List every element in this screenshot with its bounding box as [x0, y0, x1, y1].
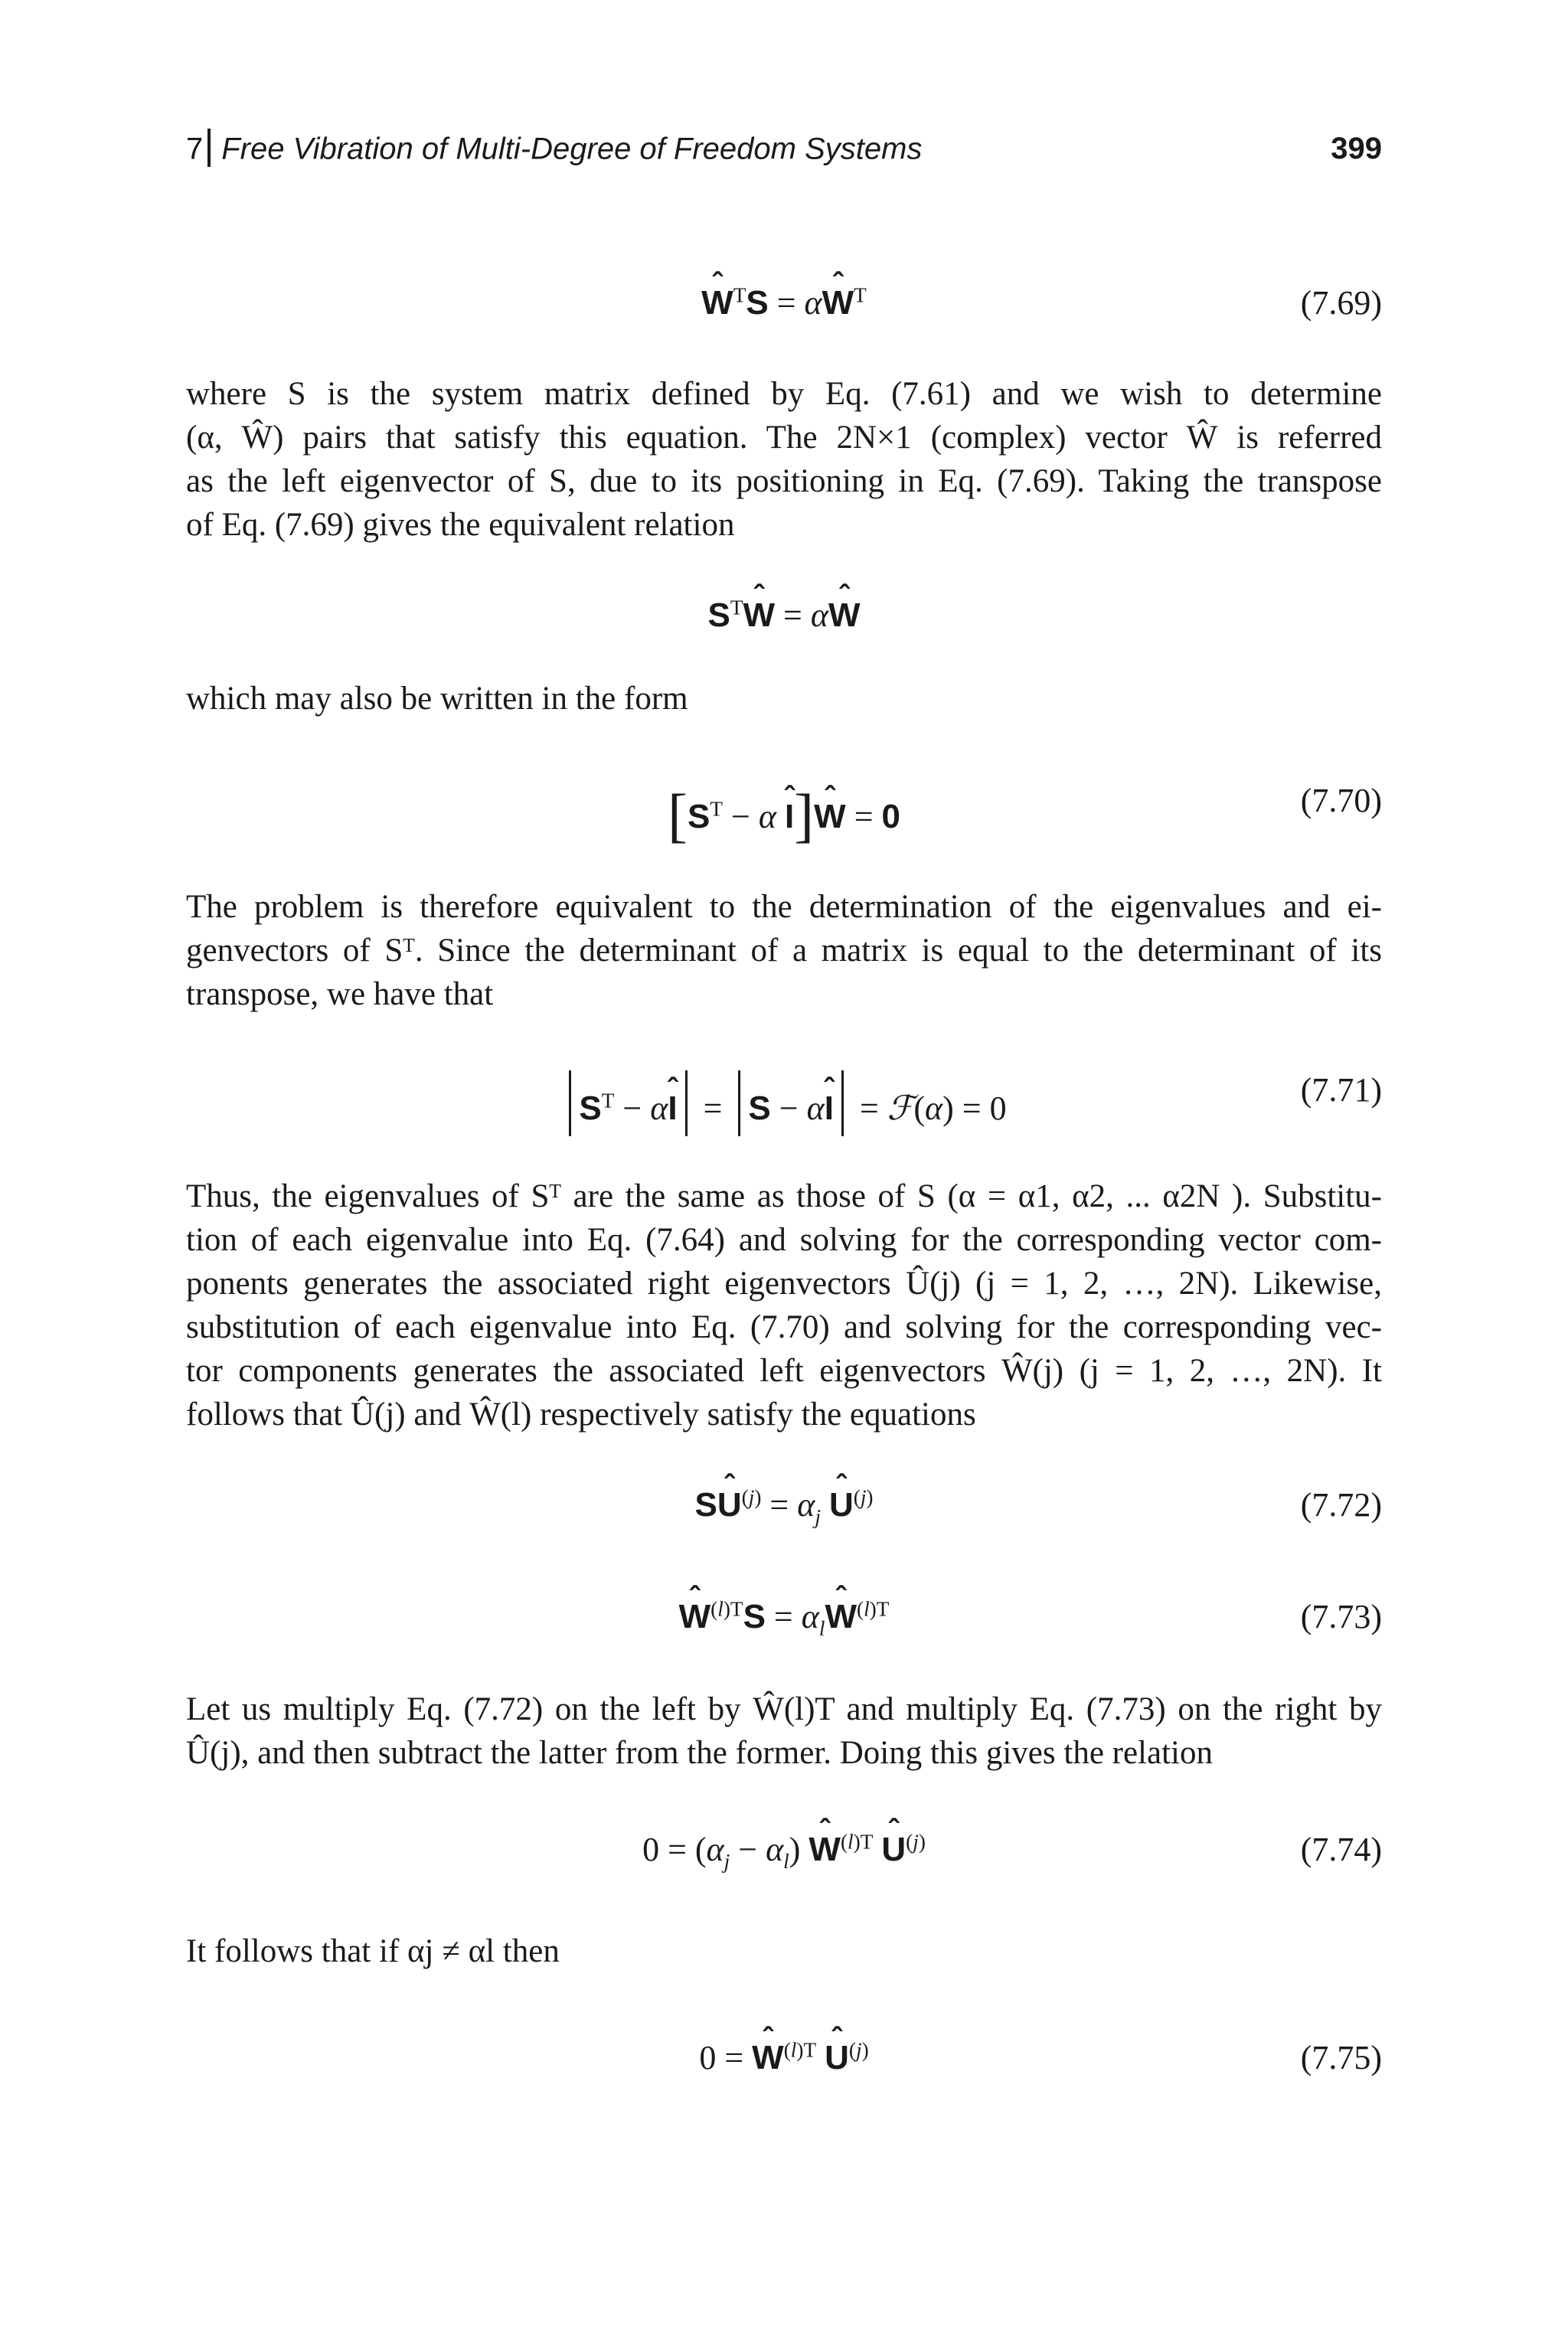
text-line: which may also be written in the form	[186, 681, 688, 717]
text-line: ponents generates the associated right eigenvectors Û(j) (j = 1, 2, …, 2N). Likewise,	[186, 1266, 1382, 1302]
text-line: of Eq. (7.69) gives the equivalent relation	[186, 507, 735, 543]
paragraph-3	[186, 885, 1382, 1016]
equation-number: (7.73)	[1300, 1598, 1382, 1635]
text-line: transpose, we have that	[186, 976, 494, 1012]
text-line: It follows that if αj ≠ αl then	[186, 1933, 560, 1969]
text-line: tion of each eigenvalue into Eq. (7.64) and solving for the corresponding vector com-	[186, 1222, 1382, 1258]
equation-number: (7.72)	[1300, 1486, 1382, 1524]
equation-number: (7.71)	[1300, 1071, 1382, 1109]
equation-number: (7.70)	[1300, 782, 1382, 819]
equation-7-74	[186, 1830, 1382, 1891]
equation-body: 0 = ˆ $W^{(l)T}$ ˆ $U^{(j)}$	[186, 2038, 1382, 2077]
text-line: where S is the system matrix defined by Eq. (7.61) and we wish to determine	[186, 376, 1382, 412]
chapter-title: Free Vibration of Multi-Degree of Freedom Systems	[221, 132, 923, 166]
equation-7-69	[186, 283, 1382, 345]
chapter-heading	[186, 132, 922, 170]
paragraph-2	[186, 677, 1382, 720]
paragraph-4	[186, 1175, 1382, 1436]
equation-body: $0 = (\alpha_j - \alpha_l)$ ˆ $W^{(l)T}$ ˆ $U^{(j)}$	[186, 1830, 1382, 1874]
paragraph-5	[186, 1687, 1382, 1775]
equation-7-75	[186, 2038, 1382, 2099]
paragraph-1	[186, 372, 1382, 547]
paragraph-6	[186, 1929, 1382, 1973]
equation-number: (7.75)	[1300, 2039, 1382, 2076]
equation-body: [$S^T - \alpha$ ˆ I]ˆ W = 0	[186, 781, 1382, 850]
text-line: Thus, the eigenvalues of Sᵀ are the same as those of S (α = α1, α2, ... α2N ). Substitu-	[186, 1178, 1382, 1214]
equation-7-71	[186, 1070, 1382, 1132]
text-line: (α, Ŵ) pairs that satisfy this equation. The 2N×1 (complex) vector Ŵ is referred	[186, 420, 1382, 456]
text-line: follows that Û(j) and Ŵ(l) respectively satisfy the equations	[186, 1397, 976, 1433]
equation-body: $S^T$ − αˆ I = S − αˆ I = ℱ(α) = 0	[186, 1070, 1382, 1136]
equation-body: ˆ $W^{(l)T}S$ = $\alpha_lˆ$ $W^{(l)T}$	[186, 1597, 1382, 1641]
header-divider	[207, 129, 211, 167]
equation-body: $S^Tˆ$ W = αˆ W	[186, 596, 1382, 635]
text-line: Û(j), and then subtract the latter from the former. Doing this gives the relation	[186, 1735, 1213, 1771]
text-line: as the left eigenvector of S, due to its positioning in Eq. (7.69). Taking the transpose	[186, 463, 1382, 499]
equation-7-70	[186, 781, 1382, 848]
text-line: The problem is therefore equivalent to the determination of the eigenvalues and ei-	[186, 889, 1382, 925]
equation-body: ˆ $W^TS$ = αˆ $W^T$	[186, 283, 1382, 322]
equation-7-73	[186, 1597, 1382, 1658]
running-header	[186, 132, 1382, 178]
equation-transposed	[186, 596, 1382, 657]
equation-body: Sˆ $U^{(j)} = \alpha_j$ ˆ $U^{(j)}$	[186, 1485, 1382, 1529]
equation-number: (7.69)	[1300, 284, 1382, 322]
equation-7-72	[186, 1485, 1382, 1547]
text-line: substitution of each eigenvalue into Eq. (7.70) and solving for the corresponding vec-	[186, 1309, 1382, 1345]
equation-number: (7.74)	[1300, 1831, 1382, 1868]
chapter-number: 7	[186, 132, 204, 166]
page-number: 399	[1331, 132, 1382, 165]
text-line: tor components generates the associated left eigenvectors Ŵ(j) (j = 1, 2, …, 2N). It	[186, 1353, 1382, 1389]
text-line: Let us multiply Eq. (7.72) on the left by Ŵ(l)T and multiply Eq. (7.73) on the right by	[186, 1691, 1382, 1727]
text-line: genvectors of Sᵀ. Since the determinant of a matrix is equal to the determinant of its	[186, 933, 1382, 969]
